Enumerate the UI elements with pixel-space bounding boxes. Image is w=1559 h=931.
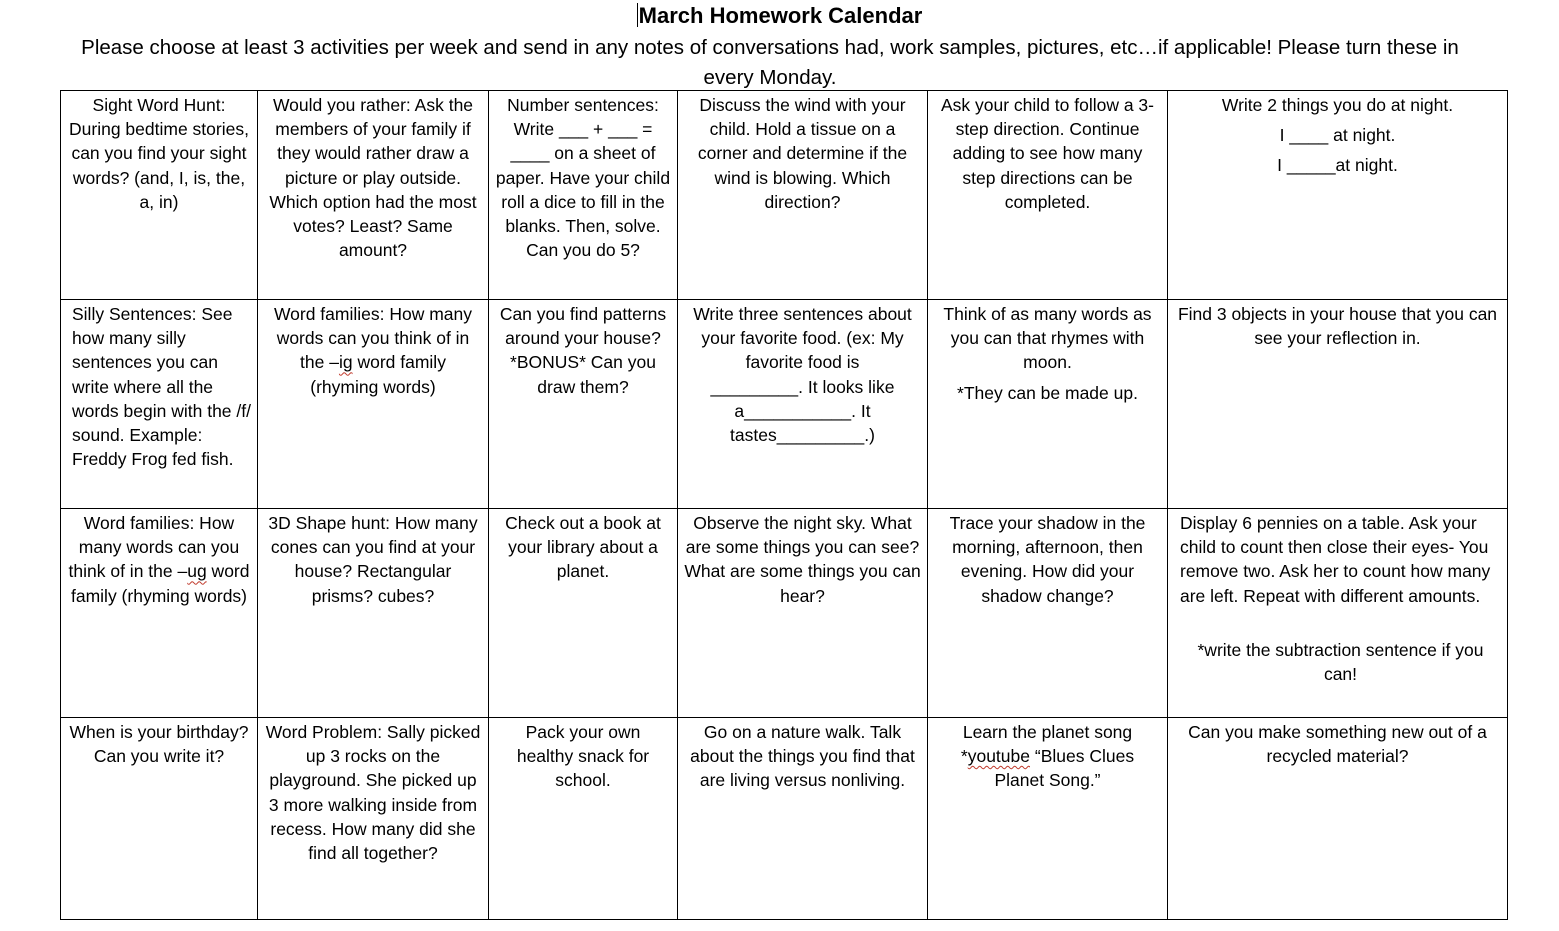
- calendar-row: [61, 718, 1508, 920]
- calendar-cell: Would you rather: Ask the members of your family if they would rather draw a picture or play outside. Which option had the most votes? Least? Same amount?: [258, 91, 489, 300]
- calendar-cell: Check out a book at your library about a planet.: [489, 509, 678, 718]
- calendar-row: [61, 91, 1508, 300]
- calendar-cell: 3D Shape hunt: How many cones can you find at your house? Rectangular prisms? cubes?: [258, 509, 489, 718]
- calendar-cell: Word families: How many words can you think of in the –ug word family (rhyming words): [61, 509, 258, 718]
- calendar-cell: Think of as many words as you can that rhymes with moon. *They can be made up.: [928, 300, 1168, 509]
- calendar-cell: Write 2 things you do at night. I ____ at night. I _____at night.: [1168, 91, 1508, 300]
- homework-calendar-grid: [60, 90, 1508, 920]
- calendar-cell: Can you find patterns around your house? *BONUS* Can you draw them?: [489, 300, 678, 509]
- calendar-cell: Go on a nature walk. Talk about the things you find that are living versus nonliving.: [678, 718, 928, 920]
- calendar-cell: Find 3 objects in your house that you can see your reflection in.: [1168, 300, 1508, 509]
- calendar-row: [61, 509, 1508, 718]
- calendar-row: [61, 300, 1508, 509]
- text-cursor: [637, 3, 638, 27]
- calendar-cell: Display 6 pennies on a table. Ask your child to count then close their eyes- You remove two. Ask her to count how many are left. Repeat with different amounts. *write the subtraction sentence if you can!: [1168, 509, 1508, 718]
- calendar-cell: Silly Sentences: See how many silly sentences you can write where all the words begin with the /f/ sound. Example: Freddy Frog fed fish.: [61, 300, 258, 509]
- calendar-cell: Can you make something new out of a recycled material?: [1168, 718, 1508, 920]
- calendar-cell: When is your birthday? Can you write it?: [61, 718, 258, 920]
- calendar-cell: Ask your child to follow a 3-step direction. Continue adding to see how many step directions can be completed.: [928, 91, 1168, 300]
- calendar-cell: Pack your own healthy snack for school.: [489, 718, 678, 920]
- calendar-cell: Number sentences: Write ___ + ___ = ____ on a sheet of paper. Have your child roll a dice to fill in the blanks. Then, solve. Can you do 5?: [489, 91, 678, 300]
- calendar-cell: Observe the night sky. What are some things you can see? What are some things you can hear?: [678, 509, 928, 718]
- calendar-cell: Learn the planet song *youtube “Blues Clues Planet Song.”: [928, 718, 1168, 920]
- calendar-cell: Sight Word Hunt: During bedtime stories, can you find your sight words? (and, I, is, the, a, in): [61, 91, 258, 300]
- calendar-cell: Write three sentences about your favorite food. (ex: My favorite food is _________. It looks like a___________. It tastes_________.): [678, 300, 928, 509]
- calendar-cell: Word families: How many words can you think of in the –ig word family (rhyming words): [258, 300, 489, 509]
- calendar-cell: Discuss the wind with your child. Hold a tissue on a corner and determine if the wind is blowing. Which direction?: [678, 91, 928, 300]
- instructions: Please choose at least 3 activities per week and send in any notes of conversations had, work samples, pictures, etc…if applicable! Please turn these in every Monday.: [81, 36, 1459, 89]
- page-title: March Homework Calendar: [638, 3, 923, 28]
- calendar-cell: Word Problem: Sally picked up 3 rocks on the playground. She picked up 3 more walking inside from recess. How many did she find all together?: [258, 718, 489, 920]
- calendar-cell: Trace your shadow in the morning, afternoon, then evening. How did your shadow change?: [928, 509, 1168, 718]
